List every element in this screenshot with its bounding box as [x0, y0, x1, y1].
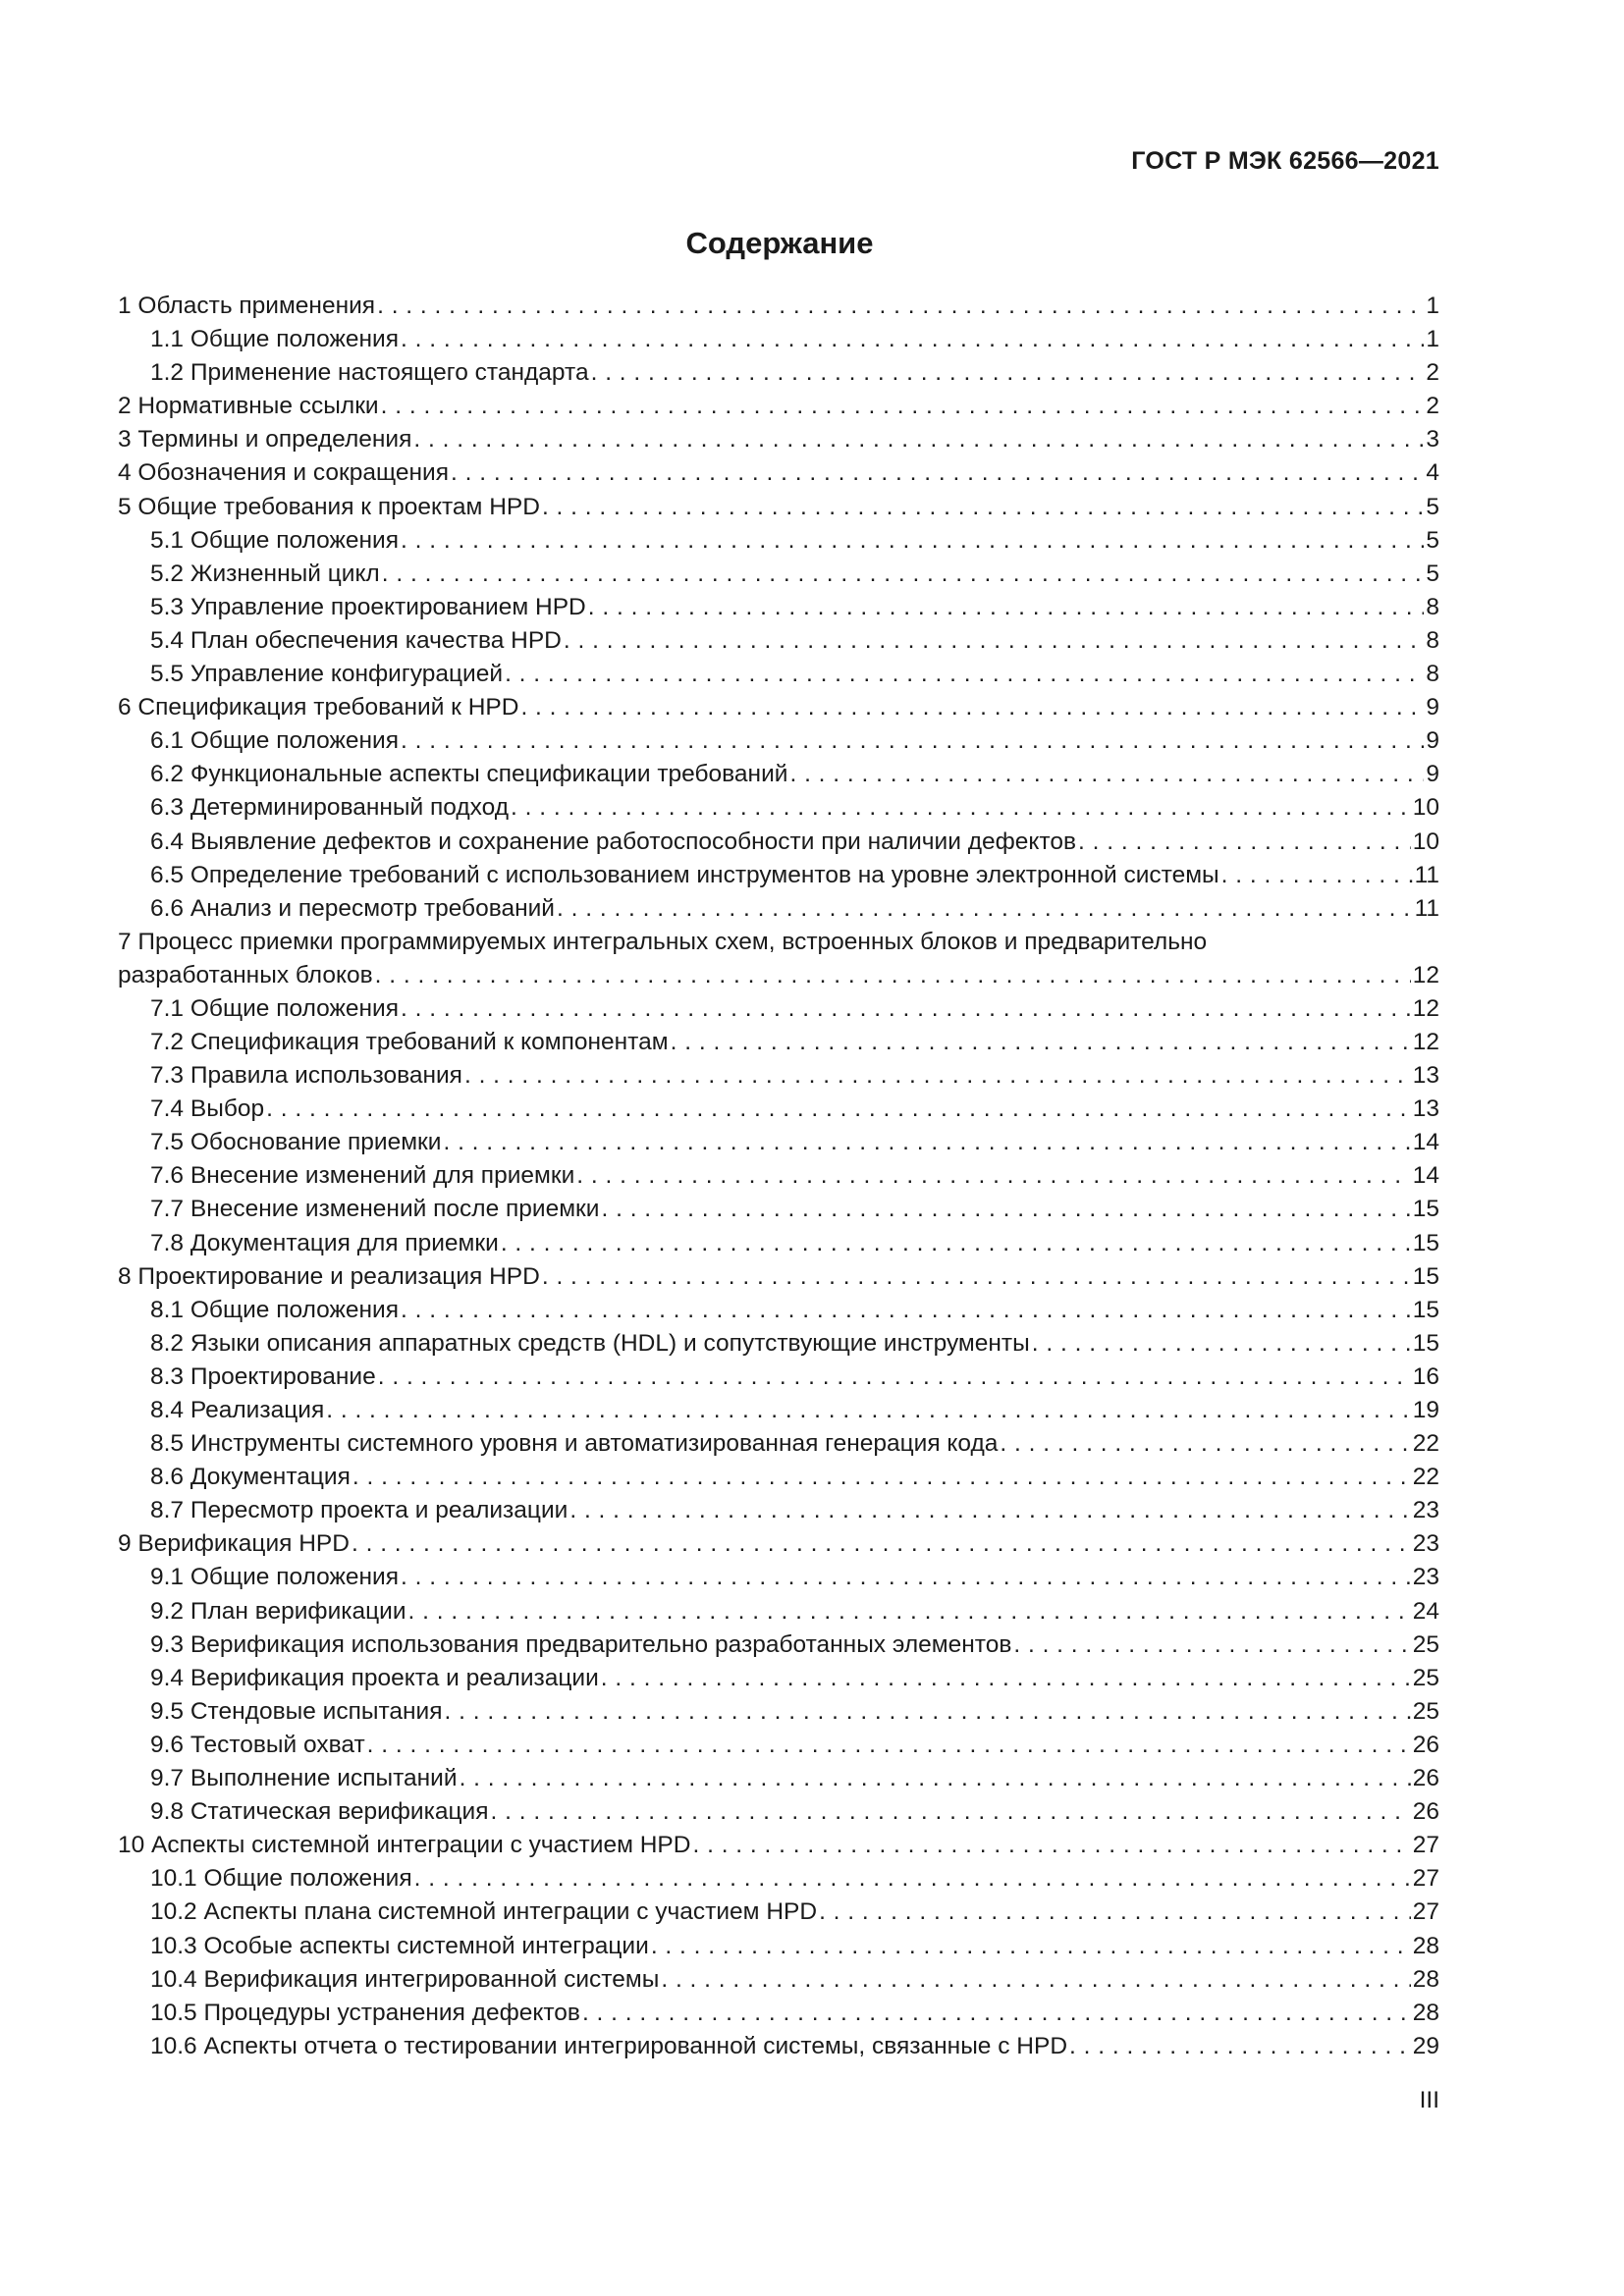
toc-entry-page: 13 — [1412, 1095, 1439, 1123]
toc-entry-title: 7.2 Спецификация требований к компонентам — [150, 1028, 669, 1055]
dot-leader — [601, 1193, 1410, 1226]
toc-entry-page: 11 — [1414, 861, 1439, 888]
toc-entry[interactable] — [118, 356, 1439, 390]
dot-leader — [352, 1527, 1411, 1561]
toc-entry-page: 27 — [1412, 1832, 1439, 1859]
toc-entry-page: 22 — [1412, 1464, 1439, 1491]
toc-entry-page: 4 — [1426, 459, 1439, 487]
dot-leader — [542, 491, 1424, 524]
dot-leader — [576, 1159, 1410, 1193]
toc-entry-page: 15 — [1412, 1296, 1439, 1323]
toc-entry-page: 24 — [1412, 1597, 1439, 1625]
toc-entry-page: 9 — [1426, 761, 1439, 788]
dot-leader — [1069, 2030, 1411, 2063]
toc-entry-page: 5 — [1426, 526, 1439, 554]
toc-entry-title: 8.1 Общие положения — [150, 1296, 400, 1323]
dot-leader — [378, 1361, 1411, 1394]
toc-entry[interactable] — [118, 1126, 1439, 1159]
toc-entry-title: 9.1 Общие положения — [150, 1564, 400, 1591]
dot-leader — [511, 791, 1411, 825]
toc-entry[interactable] — [118, 390, 1439, 423]
toc-entry-page: 11 — [1414, 894, 1439, 922]
toc-entry-title: 10.1 Общие положения — [150, 1865, 412, 1893]
toc-entry-title: 6.1 Общие положения — [150, 727, 400, 755]
toc-entry-title: 5.2 Жизненный цикл — [150, 560, 380, 587]
dot-leader — [401, 724, 1424, 758]
dot-leader — [443, 1126, 1410, 1159]
toc-entry[interactable] — [118, 1695, 1439, 1729]
toc-entry[interactable] — [118, 1762, 1439, 1795]
page-title: Содержание — [685, 226, 874, 260]
toc-entry[interactable] — [118, 758, 1439, 791]
dot-leader — [375, 959, 1411, 992]
toc-entry-page: 3 — [1426, 426, 1439, 454]
toc-entry-title: 10.5 Процедуры устранения дефектов — [150, 1999, 580, 2026]
dot-leader — [542, 1260, 1411, 1294]
dot-leader — [564, 624, 1425, 658]
dot-leader — [326, 1394, 1411, 1427]
toc-entry[interactable] — [118, 558, 1439, 591]
toc-entry[interactable] — [118, 491, 1439, 524]
toc-entry[interactable] — [118, 1059, 1439, 1093]
toc-entry-title: 8.7 Пересмотр проекта и реализации — [150, 1497, 568, 1524]
toc-entry-title: 6.3 Детерминированный подход — [150, 794, 509, 822]
table-of-contents — [118, 290, 1439, 2063]
toc-entry[interactable] — [118, 1963, 1439, 1997]
document-standard-code: ГОСТ Р МЭК 62566—2021 — [1131, 147, 1439, 175]
dot-leader — [352, 1461, 1411, 1494]
toc-entry-title: 9.7 Выполнение испытаний — [150, 1765, 458, 1792]
toc-entry-title: 6.6 Анализ и пересмотр требований — [150, 894, 555, 922]
toc-entry[interactable] — [118, 456, 1439, 490]
toc-entry-title: 7.6 Внесение изменений для приемки — [150, 1162, 575, 1190]
toc-entry-title: 10 Аспекты системной интеграции с участием HPD — [118, 1832, 691, 1859]
toc-entry-page: 25 — [1412, 1697, 1439, 1725]
toc-entry[interactable] — [118, 1862, 1439, 1896]
toc-entry-page: 26 — [1412, 1798, 1439, 1826]
toc-entry-page: 13 — [1412, 1062, 1439, 1090]
dot-leader — [520, 691, 1424, 724]
toc-entry-title: 9.2 План верификации — [150, 1597, 406, 1625]
dot-leader — [445, 1695, 1411, 1729]
toc-entry-title: 10.2 Аспекты плана системной интеграции с участием HPD — [150, 1898, 818, 1926]
toc-entry[interactable] — [118, 423, 1439, 456]
toc-entry-title: 10.4 Верификация интегрированной системы — [150, 1965, 660, 1993]
toc-entry-page: 15 — [1412, 1229, 1439, 1256]
dot-leader — [401, 1294, 1411, 1327]
dot-leader — [367, 1729, 1411, 1762]
toc-entry[interactable] — [118, 2030, 1439, 2063]
toc-entry-page: 14 — [1412, 1162, 1439, 1190]
dot-leader — [401, 992, 1411, 1026]
toc-entry-page: 2 — [1426, 393, 1439, 420]
toc-entry-page: 25 — [1412, 1664, 1439, 1691]
toc-entry-title: 8.5 Инструменты системного уровня и автоматизированная генерация кода — [150, 1430, 999, 1458]
toc-entry-title: 8 Проектирование и реализация HPD — [118, 1262, 540, 1290]
toc-entry-title: 3 Термины и определения — [118, 426, 412, 454]
toc-entry-title: 6.4 Выявление дефектов и сохранение работоспособности при наличии дефектов — [150, 828, 1077, 855]
toc-entry[interactable] — [118, 524, 1439, 558]
toc-entry-page: 28 — [1412, 1999, 1439, 2026]
toc-entry-page: 15 — [1412, 1196, 1439, 1223]
toc-entry[interactable] — [118, 691, 1439, 724]
toc-entry[interactable] — [118, 1997, 1439, 2030]
dot-leader — [1078, 826, 1411, 859]
toc-entry[interactable] — [118, 1093, 1439, 1126]
dot-leader — [582, 1997, 1411, 2030]
toc-entry-title: 9.8 Статическая верификация — [150, 1798, 489, 1826]
toc-entry[interactable] — [118, 323, 1439, 356]
toc-entry-title-line1: 7 Процесс приемки программируемых интегральных схем, встроенных блоков и предварительно — [118, 928, 1208, 955]
toc-entry[interactable] — [118, 1629, 1439, 1662]
toc-entry-title: 7.3 Правила использования — [150, 1062, 462, 1090]
toc-entry[interactable] — [118, 859, 1439, 892]
dot-leader — [381, 390, 1425, 423]
dot-leader — [651, 1930, 1411, 1963]
toc-entry-title: 4 Обозначения и сокращения — [118, 459, 450, 487]
toc-entry[interactable] — [118, 1461, 1439, 1494]
toc-entry[interactable] — [118, 1930, 1439, 1963]
dot-leader — [451, 456, 1424, 490]
toc-entry-page: 14 — [1412, 1129, 1439, 1156]
toc-entry[interactable] — [118, 992, 1439, 1026]
toc-entry-page: 15 — [1412, 1262, 1439, 1290]
dot-leader — [569, 1494, 1410, 1527]
toc-entry-page: 12 — [1412, 1028, 1439, 1055]
dot-leader — [413, 423, 1424, 456]
dot-leader — [671, 1026, 1411, 1059]
toc-entry[interactable] — [118, 1394, 1439, 1427]
toc-entry-title: 9.3 Верификация использования предварительно разработанных элементов — [150, 1630, 1012, 1658]
toc-entry-page: 8 — [1426, 626, 1439, 654]
toc-entry-page: 16 — [1412, 1362, 1439, 1390]
toc-entry-page: 27 — [1412, 1865, 1439, 1893]
dot-leader — [1000, 1427, 1410, 1461]
toc-entry-title: 5.3 Управление проектированием HPD — [150, 593, 586, 620]
toc-entry-page: 29 — [1412, 2032, 1439, 2059]
toc-entry-title: разработанных блоков — [118, 961, 373, 988]
dot-leader — [557, 892, 1413, 926]
toc-entry-page: 28 — [1412, 1932, 1439, 1959]
toc-entry[interactable] — [118, 1896, 1439, 1929]
toc-entry-page: 2 — [1426, 359, 1439, 387]
toc-entry-title: 7.7 Внесение изменений после приемки — [150, 1196, 600, 1223]
toc-entry-title: 1.1 Общие положения — [150, 326, 400, 353]
toc-entry-page: 9 — [1426, 694, 1439, 721]
dot-leader — [1032, 1327, 1411, 1361]
toc-entry-title: 5.4 План обеспечения качества HPD — [150, 626, 562, 654]
toc-entry-page: 10 — [1412, 828, 1439, 855]
toc-entry[interactable] — [118, 1294, 1439, 1327]
toc-entry-title: 10.6 Аспекты отчета о тестировании интегрированной системы, связанные с HPD — [150, 2032, 1068, 2059]
dot-leader — [1013, 1629, 1410, 1662]
toc-entry-title: 1.2 Применение настоящего стандарта — [150, 359, 589, 387]
toc-entry[interactable] — [118, 1361, 1439, 1394]
toc-entry[interactable] — [118, 1327, 1439, 1361]
dot-leader — [464, 1059, 1411, 1093]
dot-leader — [266, 1093, 1411, 1126]
toc-entry-title: 6.5 Определение требований с использованием инструментов на уровне электронной системы — [150, 861, 1219, 888]
dot-leader — [505, 658, 1424, 691]
toc-entry-title: 8.4 Реализация — [150, 1397, 325, 1423]
toc-entry[interactable] — [118, 1795, 1439, 1829]
toc-entry-title: 2 Нормативные ссылки — [118, 393, 379, 420]
toc-entry[interactable] — [118, 791, 1439, 825]
toc-entry-title: 8.2 Языки описания аппаратных средств (HDL) и сопутствующие инструменты — [150, 1329, 1030, 1357]
toc-entry-page: 28 — [1412, 1965, 1439, 1993]
toc-entry-page: 8 — [1426, 593, 1439, 620]
toc-entry[interactable] — [118, 926, 1439, 992]
toc-entry-page: 15 — [1412, 1329, 1439, 1357]
dot-leader — [408, 1595, 1411, 1629]
toc-entry[interactable] — [118, 1159, 1439, 1193]
toc-entry-title: 7.4 Выбор — [150, 1095, 265, 1123]
page-number: III — [1419, 2087, 1439, 2113]
toc-entry-page: 27 — [1412, 1898, 1439, 1926]
toc-entry-title: 6 Спецификация требований к HPD — [118, 694, 519, 721]
toc-entry-page: 22 — [1412, 1430, 1439, 1458]
toc-entry-title: 8.6 Документация — [150, 1464, 351, 1491]
toc-entry-page: 1 — [1426, 293, 1439, 319]
toc-entry-title: 7.1 Общие положения — [150, 994, 400, 1022]
toc-entry-page: 5 — [1426, 560, 1439, 587]
toc-entry[interactable] — [118, 658, 1439, 691]
toc-entry-page: 5 — [1426, 493, 1439, 520]
toc-entry[interactable] — [118, 724, 1439, 758]
toc-entry[interactable] — [118, 1595, 1439, 1629]
toc-entry-title: 7.8 Документация для приемки — [150, 1229, 499, 1256]
dot-leader — [1221, 859, 1413, 892]
toc-entry-title: 1 Область применения — [118, 293, 376, 319]
dot-leader — [414, 1862, 1411, 1896]
toc-entry-title: 9.5 Стендовые испытания — [150, 1697, 443, 1725]
toc-entry-page: 8 — [1426, 661, 1439, 688]
dot-leader — [692, 1829, 1410, 1862]
dot-leader — [661, 1963, 1410, 1997]
toc-entry[interactable] — [118, 1494, 1439, 1527]
dot-leader — [789, 758, 1424, 791]
dot-leader — [501, 1227, 1411, 1260]
toc-entry-page: 19 — [1412, 1397, 1439, 1423]
toc-entry-page: 26 — [1412, 1731, 1439, 1758]
toc-entry-title: 9 Верификация HPD — [118, 1530, 350, 1558]
toc-entry-page: 25 — [1412, 1630, 1439, 1658]
toc-entry-title: 9.4 Верификация проекта и реализации — [150, 1664, 599, 1691]
toc-entry[interactable] — [118, 1427, 1439, 1461]
dot-leader — [490, 1795, 1410, 1829]
toc-entry-title: 8.3 Проектирование — [150, 1362, 376, 1390]
toc-entry[interactable] — [118, 624, 1439, 658]
toc-entry-page: 23 — [1412, 1530, 1439, 1558]
toc-entry[interactable] — [118, 1227, 1439, 1260]
toc-entry-page: 12 — [1412, 994, 1439, 1022]
toc-entry[interactable] — [118, 826, 1439, 859]
toc-entry-page: 26 — [1412, 1765, 1439, 1792]
toc-entry-title: 5.1 Общие положения — [150, 526, 400, 554]
toc-entry[interactable] — [118, 1527, 1439, 1561]
dot-leader — [401, 323, 1424, 356]
dot-leader — [591, 356, 1425, 390]
dot-leader — [401, 1561, 1411, 1594]
toc-entry-title: 6.2 Функциональные аспекты спецификации требований — [150, 761, 788, 788]
toc-entry-title: 9.6 Тестовый охват — [150, 1731, 365, 1758]
toc-entry-page: 12 — [1412, 961, 1439, 988]
dot-leader — [819, 1896, 1411, 1929]
toc-entry[interactable] — [118, 1829, 1439, 1862]
toc-entry-page: 1 — [1426, 326, 1439, 353]
toc-entry[interactable] — [118, 290, 1439, 323]
toc-entry[interactable] — [118, 1662, 1439, 1695]
toc-entry-page: 10 — [1412, 794, 1439, 822]
toc-entry-page: 9 — [1426, 727, 1439, 755]
toc-entry-title: 5.5 Управление конфигурацией — [150, 661, 504, 688]
dot-leader — [588, 591, 1425, 624]
toc-entry[interactable] — [118, 591, 1439, 624]
dot-leader — [401, 524, 1424, 558]
toc-entry[interactable] — [118, 1193, 1439, 1226]
toc-entry[interactable] — [118, 1026, 1439, 1059]
dot-leader — [382, 558, 1425, 591]
dot-leader — [377, 290, 1424, 323]
toc-entry[interactable] — [118, 1260, 1439, 1294]
toc-entry[interactable] — [118, 1561, 1439, 1594]
dot-leader — [601, 1662, 1411, 1695]
toc-entry-title: 10.3 Особые аспекты системной интеграции — [150, 1932, 649, 1959]
toc-entry[interactable] — [118, 892, 1439, 926]
dot-leader — [460, 1762, 1411, 1795]
toc-entry-page: 23 — [1412, 1497, 1439, 1524]
toc-entry[interactable] — [118, 1729, 1439, 1762]
toc-entry-title: 7.5 Обоснование приемки — [150, 1129, 442, 1156]
toc-entry-title: 5 Общие требования к проектам HPD — [118, 493, 540, 520]
toc-entry-page: 23 — [1412, 1564, 1439, 1591]
